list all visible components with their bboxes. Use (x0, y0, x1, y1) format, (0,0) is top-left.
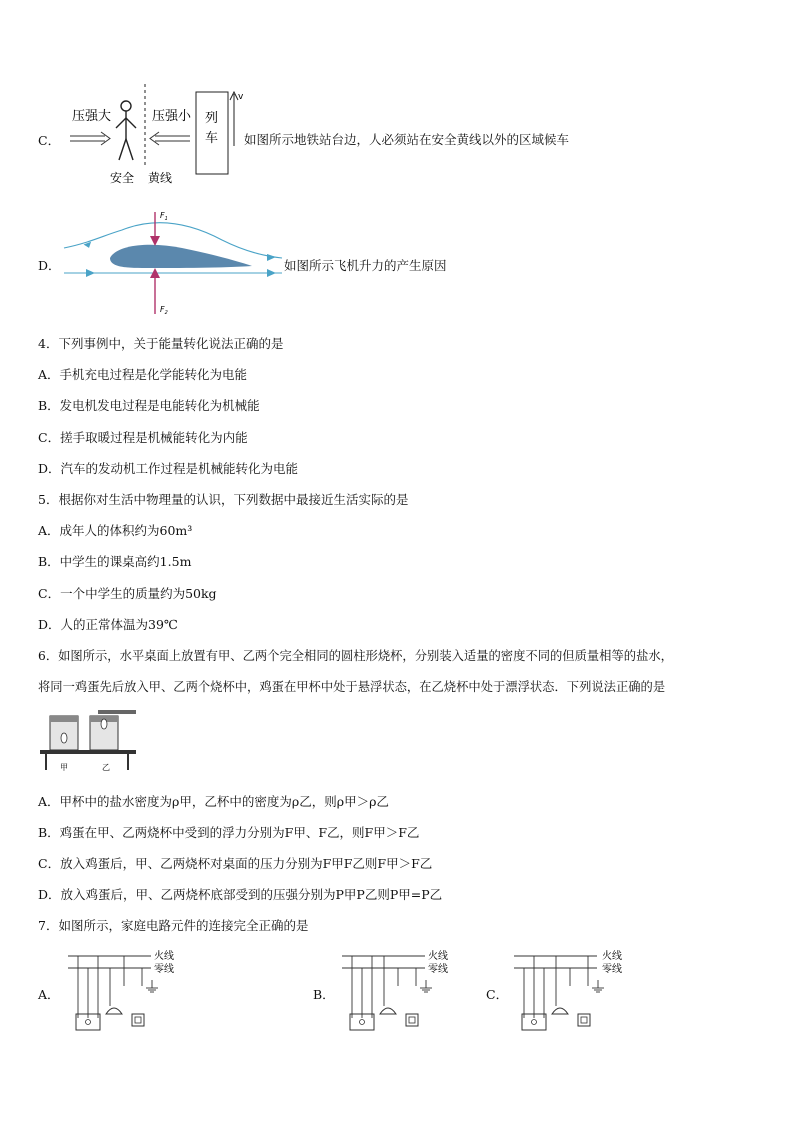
q5-option-a: A．成年人的体积约为60m³ (38, 523, 193, 538)
neutral-wire-label: 零线 (428, 964, 448, 975)
option-d-caption: 如图所示飞机升力的产生原因 (284, 258, 447, 273)
switch-icon (578, 1014, 590, 1026)
beakers-figure (38, 708, 138, 779)
lamp-icon (380, 1008, 396, 1014)
q5-option-d: D．人的正常体温为39℃ (38, 617, 178, 632)
streamline-arrow-icon (267, 269, 276, 277)
q4-option-d: D．汽车的发动机工作过程是机械能转化为电能 (38, 461, 299, 476)
q6-option-d: D．放入鸡蛋后，甲、乙两烧杯底部受到的压强分别为P甲P乙则P甲=P乙 (38, 887, 443, 902)
right-arrow-icon (150, 132, 190, 145)
train-char-1: 列 (205, 111, 219, 126)
q4-option-b: B．发电机发电过程是电能转化为机械能 (38, 398, 260, 413)
left-arrow-icon (70, 132, 110, 145)
label-jia: 甲 (60, 763, 68, 772)
egg-suspended (61, 733, 67, 743)
force-f2-label: $F_2$ (160, 305, 168, 316)
q6-stem-line1: 6．如图所示，水平桌面上放置有甲、乙两个完全相同的圆柱形烧杯，分别装入适量的密度不同的但质量相等的盐水， (38, 649, 673, 663)
person-icon (116, 101, 136, 160)
q4-option-c: C．搓手取暖过程是机械能转化为内能 (38, 430, 248, 445)
safe-label: 安全 (110, 171, 135, 185)
circuit-b (340, 946, 465, 1039)
q7-option-a-letter: A． (38, 987, 60, 1002)
q4-option-a: A．手机充电过程是化学能转化为电能 (38, 367, 248, 382)
force-f1-label: $F_1$ (160, 211, 168, 222)
q6-option-c: C．放入鸡蛋后，甲、乙两烧杯对桌面的压力分别为F甲F乙则F甲＞F乙 (38, 856, 433, 871)
live-wire-label: 火线 (428, 951, 448, 962)
circuit-a (66, 946, 191, 1039)
yellow-line-label: 黄线 (148, 171, 173, 185)
train-char-2: 车 (205, 131, 219, 146)
q5-stem: 5．根据你对生活中物理量的认识，下列数据中最接近生活实际的是 (38, 492, 409, 507)
switch-icon (132, 1014, 144, 1026)
q5-option-b: B．中学生的课桌高约1.5m (38, 554, 192, 569)
live-wire-label: 火线 (602, 951, 622, 962)
airfoil-figure (62, 206, 284, 321)
wing-shape (110, 245, 252, 268)
live-wire-label: 火线 (154, 951, 174, 962)
circuit-c (512, 946, 637, 1039)
q4-stem: 4．下列事例中，关于能量转化说法正确的是 (38, 336, 284, 351)
q5-option-c: C．一个中学生的质量约为50kg (38, 586, 217, 601)
label-yi: 乙 (102, 763, 110, 772)
q7-stem: 7．如图所示，家庭电路元件的连接完全正确的是 (38, 918, 309, 933)
option-c-letter: C． (38, 133, 61, 148)
q7-option-c-letter: C． (486, 987, 509, 1002)
q6-stem-line2: 将同一鸡蛋先后放入甲、乙两个烧杯中，鸡蛋在甲杯中处于悬浮状态，在乙烧杯中处于漂浮状态．下列说法正确的是 (38, 680, 666, 694)
egg-floating (101, 719, 107, 729)
high-pressure-label: 压强大 (72, 109, 112, 124)
velocity-label: v (238, 92, 244, 102)
lamp-icon (106, 1008, 122, 1014)
streamline-arrow-icon (86, 269, 95, 277)
down-force-arrow-icon (150, 236, 160, 246)
q6-option-a: A．甲杯中的盐水密度为ρ甲，乙杯中的密度为ρ乙，则ρ甲＞ρ乙 (38, 794, 389, 809)
q6-option-b: B．鸡蛋在甲、乙两烧杯中受到的浮力分别为F甲、F乙，则F甲＞F乙 (38, 825, 420, 840)
platform-figure (60, 84, 240, 197)
option-c-caption: 如图所示地铁站台边，人必须站在安全黄线以外的区域候车 (244, 132, 570, 147)
lamp-icon (552, 1008, 568, 1014)
neutral-wire-label: 零线 (602, 964, 622, 975)
low-pressure-label: 压强小 (152, 109, 192, 124)
neutral-wire-label: 零线 (154, 964, 174, 975)
q7-option-b-letter: B． (313, 987, 335, 1002)
streamline-arrow-icon (267, 254, 276, 261)
option-d-letter: D． (38, 258, 61, 273)
switch-icon (406, 1014, 418, 1026)
